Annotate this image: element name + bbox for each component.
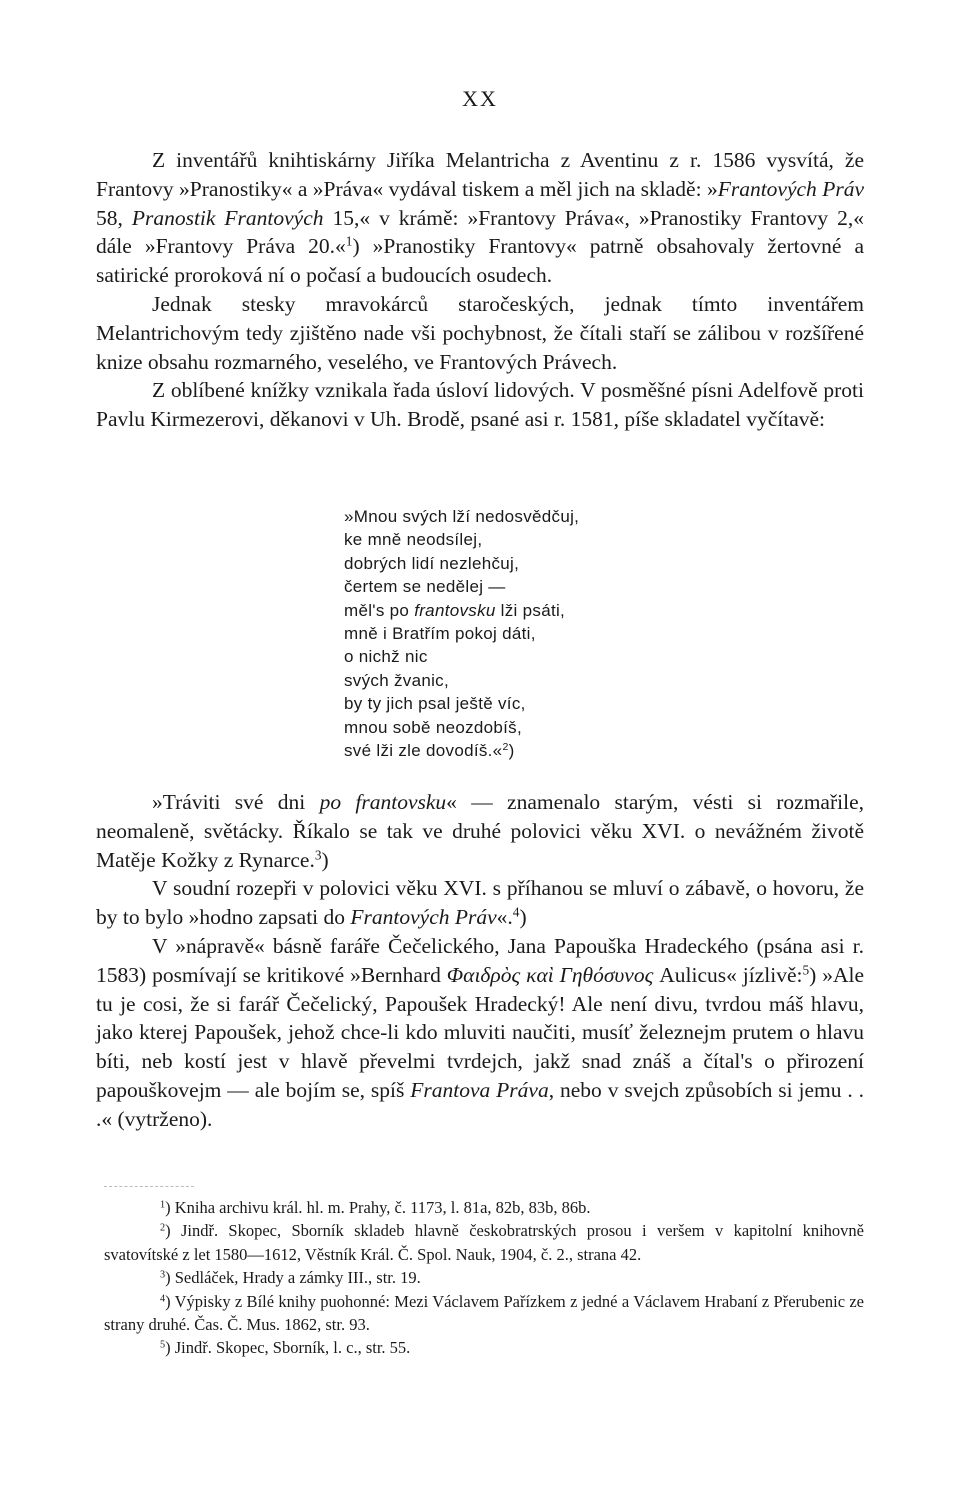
poem-line: dobrých lidí nezlehčuj, — [344, 553, 520, 573]
footnote-3: $^3$) Sedláček, Hrady a zámky III., str. 19. — [160, 1268, 421, 1288]
paragraph-moralists: Jednak stesky mravokárců staročeských, jednak tímto inventářem Melantrichovým tedy zjištěno nade vši pochybnost, že čítali staří se zálibou v rozšířené knize obsahu rozmarného, veselého, ve Frantových Právech. — [96, 291, 864, 374]
footnote-2: $^2$) Jindř. Skopec, Sborník skladeb hlavně českobratrských prosou i veršem v kapitolní knihovně svatovítské z let 1580—1612, Věstník Král. Č. Spol. Nauk, 1904, č. 2., strana 42. — [104, 1221, 864, 1264]
footnote-5: $^5$) Jindř. Skopec, Sborník, l. c., str. 55. — [160, 1338, 411, 1358]
footnote-separator — [104, 1186, 194, 1187]
poem-line: mnou sobě neozdobíš, — [344, 717, 523, 737]
footnote-1: $^1$) Kniha archivu král. hl. m. Prahy, č. 1173, l. 81a, 82b, 83b, 86b. — [160, 1198, 591, 1217]
poem-line: »Mnou svých lží nedosvědčuj, — [344, 507, 580, 526]
poem-line: ke mně neodsílej, — [344, 530, 483, 550]
body-text-upper — [96, 146, 864, 434]
paragraph-sayings: Z oblíbené knížky vznikala řada úsloví lidových. V posměšné písni Adelfově proti Pavlu Kirmezerovi, děkanovi v Uh. Brodě, psané asi r. 1581, píše skladatel vyčítavě: — [96, 378, 864, 432]
poem-line: o nichž nic — [344, 647, 428, 667]
poem-line: mně i Bratřím pokoj dáti, — [344, 624, 536, 644]
poem-line: měl's po frantovsku lži psáti, — [344, 600, 566, 620]
paragraph-court-dispute: V soudní rozepři v polovici věku XVI. s příhanou se mluví o zábavě, o hovoru, že by to bylo »hodno zapsati do Frantových Práv«.$^4$) — [96, 876, 864, 930]
paragraph-ceceliccky: V »nápravě« básně faráře Čečelického, Jana Papouška Hradeckého (psána asi r. 1583) posmívají se kritikové »Bernhard Φαιδρὸς καὶ Γηθόσυνος Aulicus« jízlivě:$^5$) »Ale tu je cosi, že si farář Čečelický, Papoušek Hradecký! Ale není divu, tvrdou máš hlavu, jako kterej Papoušek, jehož chce-li kdo mluviti naučiti, musíť železnejm prutem o hlavu bíti, neb kostí jest v hlavě převelmi tvrdejch, jakž snad znáš a čítal's o přirození papouškovejm — ale bojím se, spíš Frantova Práva, nebo v svejch způsobích si jemu . . .« (vytrženo). — [96, 933, 865, 1131]
footnote-4: $^4$) Výpisky z Bílé knihy puohonné: Mezi Václavem Pařízkem z jedné a Václavem Hrabaní z Přerubenic ze strany druhé. Čas. Č. Mus. 1862, str. 93. — [104, 1291, 864, 1335]
paragraph-frantovsku: »Tráviti své dni po frantovsku« — znamenalo starým, vésti si rozmařile, neomaleně, světácky. Říkalo se tak ve druhé polovici věku XVI. o nevážném životě Matěje Kožky z Rynarce.$^3$) — [96, 790, 864, 872]
footnotes — [104, 1196, 864, 1360]
poem-quote — [344, 505, 764, 762]
poem-line: čertem se nedělej — — [344, 577, 506, 597]
body-text-lower — [96, 788, 864, 1134]
paragraph-inventory: Z inventářů knihtiskárny Jiříka Melantricha z Aventinu z r. 1586 vysvítá, že Frantovy »Pranostiky« a »Práva« vydával tiskem a měl jich na skladě: »Frantových Práv 58, Pranostik Frantových 15,« v krámě: »Frantovy Práva«, »Pranostiky Frantovy 2,« dále »Frantovy Práva 20.«$^1$) »Pranostiky Frantovy« patrně obsahovaly žertovné a satirické proroková ní o počasí a budoucích osudech. — [96, 148, 865, 288]
page-number: XX — [462, 86, 498, 111]
poem-line: svých žvanic, — [344, 670, 449, 690]
poem-line: by ty jich psal ještě víc, — [344, 694, 526, 714]
poem-line: své lži zle dovodíš.«$^2$) — [344, 741, 515, 761]
